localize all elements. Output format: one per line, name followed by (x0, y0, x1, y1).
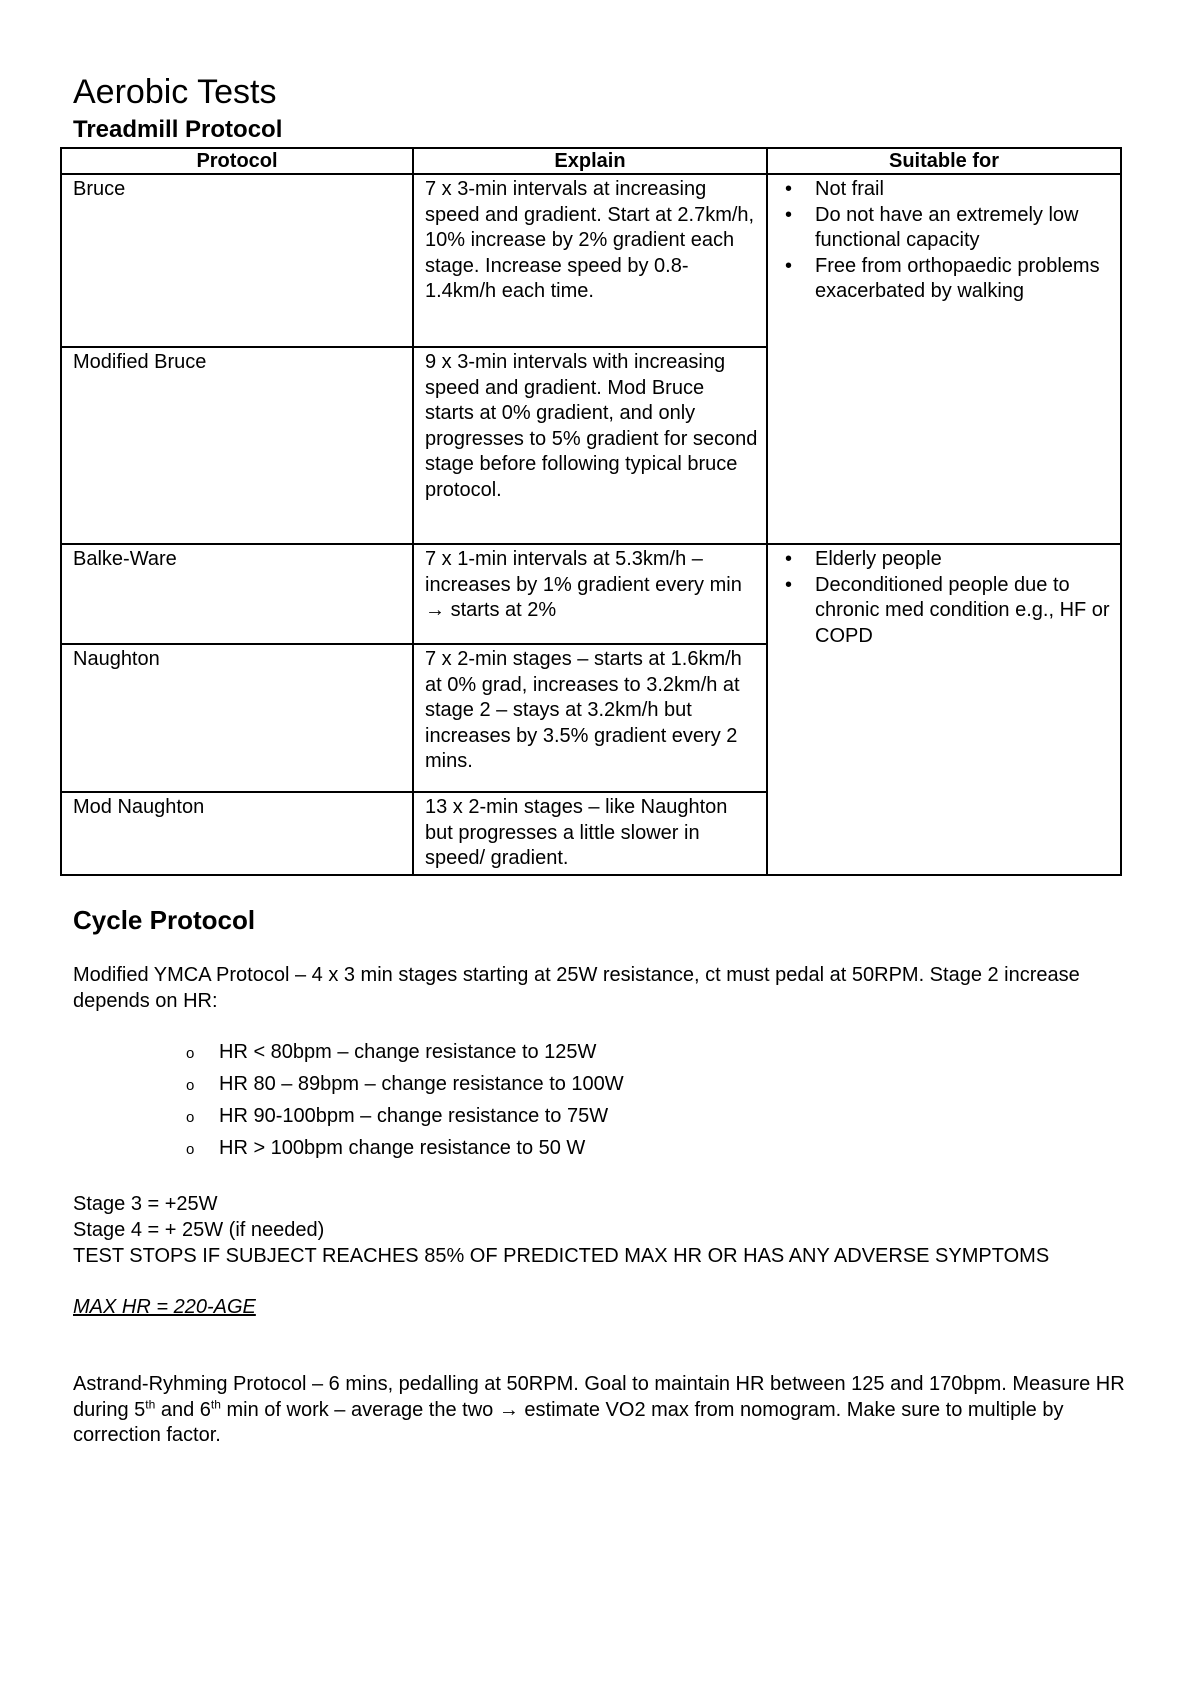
astrand-protocol-paragraph (73, 1372, 1153, 1449)
suitable-for-cell (767, 174, 1121, 544)
table-header-row (61, 148, 1121, 174)
column-header-protocol: Protocol (61, 148, 413, 174)
stage-3-text: Stage 3 = +25W (73, 1193, 218, 1215)
superscript: th (210, 1396, 221, 1411)
max-hr-formula: MAX HR = 220-AGE (73, 1296, 256, 1318)
table-row (61, 174, 1121, 347)
list-item: • Deconditioned people due to chronic med condition e.g., HF or COPD (815, 573, 1112, 650)
explain-cell (413, 544, 767, 644)
test-stop-warning: TEST STOPS IF SUBJECT REACHES 85% OF PREDICTED MAX HR OR HAS ANY ADVERSE SYMPTOMS (73, 1245, 1050, 1267)
table-row (61, 544, 1121, 644)
list-item: o HR < 80bpm – change resistance to 125W (184, 1039, 624, 1071)
list-item: • Free from orthopaedic problems exacerbated by walking (815, 254, 1112, 305)
list-item: • Do not have an extremely low functional capacity (815, 203, 1112, 254)
explain-cell: 7 x 3-min intervals at increasing speed and gradient. Start at 2.7km/h, 10% increase by 2% gradient each stage. Increase speed by 0.8-1.4km/h each time. (413, 174, 767, 347)
superscript: th (145, 1396, 156, 1411)
treadmill-protocol-heading: Treadmill Protocol (73, 116, 283, 143)
suitable-for-list (779, 547, 1112, 649)
suitable-for-list (779, 177, 1112, 305)
ymca-protocol-paragraph: Modified YMCA Protocol – 4 x 3 min stages starting at 25W resistance, ct must pedal at 50RPM. Stage 2 increase depends on HR: (73, 964, 1080, 1012)
hr-rules-list (184, 1039, 624, 1167)
explain-text: starts at 2% (450, 599, 557, 621)
right-arrow-icon: → (498, 1398, 519, 1421)
suitable-for-cell (767, 544, 1121, 875)
protocol-cell: Balke-Ware (61, 544, 413, 644)
protocol-cell: Modified Bruce (61, 347, 413, 544)
explain-text: 7 x 1-min intervals at 5.3km/h – increases by 1% gradient every min (425, 548, 742, 596)
protocol-cell: Mod Naughton (61, 792, 413, 875)
list-item: o HR 80 – 89bpm – change resistance to 100W (184, 1071, 624, 1103)
protocol-cell: Naughton (61, 644, 413, 792)
list-item: • Not frail (815, 177, 1112, 203)
explain-cell: 13 x 2-min stages – like Naughton but progresses a little slower in speed/ gradient. (413, 792, 767, 875)
list-item: o HR > 100bpm change resistance to 50 W (184, 1135, 624, 1167)
list-item: • Elderly people (815, 547, 1112, 573)
astrand-text: Astrand-Ryhming Protocol – 6 mins, pedalling at 50RPM. Goal to maintain HR between 125 and 170bpm. Measure HR during 5 (73, 1373, 1125, 1421)
stage-4-text: Stage 4 = + 25W (if needed) (73, 1219, 325, 1241)
explain-cell: 9 x 3-min intervals with increasing speed and gradient. Mod Bruce starts at 0% gradient, and only progresses to 5% gradient for second stage before following typical bruce protocol. (413, 347, 767, 544)
page-title: Aerobic Tests (73, 73, 277, 111)
column-header-suitable-for: Suitable for (767, 148, 1121, 174)
treadmill-protocol-table (60, 147, 1122, 876)
astrand-text: estimate VO2 max from nomogram. Make sure to multiple by correction factor. (73, 1398, 1064, 1446)
astrand-text: min of work – average the two (220, 1398, 499, 1421)
astrand-text: and 6 (155, 1398, 211, 1421)
explain-cell: 7 x 2-min stages – starts at 1.6km/h at 0% grad, increases to 3.2km/h at stage 2 – stays at 3.2km/h but increases by 3.5% gradient every 2 mins. (413, 644, 767, 792)
right-arrow-icon: → (425, 599, 445, 621)
cycle-protocol-heading: Cycle Protocol (73, 905, 256, 935)
column-header-explain: Explain (413, 148, 767, 174)
protocol-cell: Bruce (61, 174, 413, 347)
list-item: o HR 90-100bpm – change resistance to 75W (184, 1103, 624, 1135)
